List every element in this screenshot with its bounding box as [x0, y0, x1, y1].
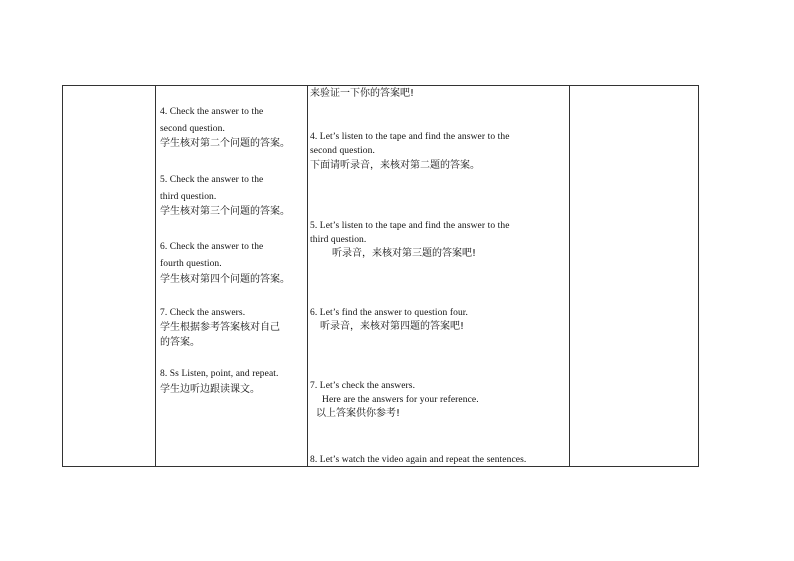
teacher-top-chinese: 来验证一下你的答案吧! — [310, 88, 415, 99]
teacher-step-4-chinese: 下面请听录音，来核对第二题的答案。 — [310, 160, 480, 171]
student-step-7-chinese-2: 的答案。 — [160, 337, 200, 348]
teacher-step-5-line-1: 5. Let’s listen to the tape and find the answer to the — [310, 221, 510, 231]
student-step-7-line-1: 7. Check the answers. — [160, 308, 246, 318]
teacher-step-4-line-2: second question. — [310, 146, 375, 156]
column-divider-2 — [307, 86, 308, 466]
student-step-5-chinese: 学生核对第三个问题的答案。 — [160, 206, 290, 217]
teacher-step-7-line-1: 7. Let’s check the answers. — [310, 381, 416, 391]
student-step-5-line-2: third question. — [160, 192, 217, 202]
student-step-8-line-1: 8. Ss Listen, point, and repeat. — [160, 369, 279, 379]
student-step-4-chinese: 学生核对第二个问题的答案。 — [160, 138, 290, 149]
teacher-step-7-line-2: Here are the answers for your reference. — [322, 395, 479, 405]
teacher-step-5-chinese: 听录音，来核对第三题的答案吧! — [332, 248, 477, 259]
teacher-step-6-chinese: 听录音，来核对第四题的答案吧! — [320, 321, 465, 332]
student-step-6-line-2: fourth question. — [160, 259, 222, 269]
teacher-step-7-chinese: 以上答案供你参考! — [316, 408, 401, 419]
teacher-step-4-line-1: 4. Let’s listen to the tape and find the answer to the — [310, 132, 510, 142]
student-step-7-chinese-1: 学生根据参考答案核对自己 — [160, 322, 280, 333]
student-step-4-line-1: 4. Check the answer to the — [160, 107, 264, 117]
student-step-8-chinese: 学生边听边跟读课文。 — [160, 384, 260, 395]
column-divider-1 — [155, 86, 156, 466]
student-step-6-line-1: 6. Check the answer to the — [160, 242, 264, 252]
student-step-6-chinese: 学生核对第四个问题的答案。 — [160, 274, 290, 285]
teacher-step-8-line-1: 8. Let’s watch the video again and repeat the sentences. — [310, 455, 527, 465]
column-divider-3 — [569, 86, 570, 466]
teacher-step-5-line-2: third question. — [310, 235, 367, 245]
student-step-4-line-2: second question. — [160, 124, 225, 134]
student-step-5-line-1: 5. Check the answer to the — [160, 175, 264, 185]
teacher-step-6-line-1: 6. Let’s find the answer to question four. — [310, 308, 469, 318]
